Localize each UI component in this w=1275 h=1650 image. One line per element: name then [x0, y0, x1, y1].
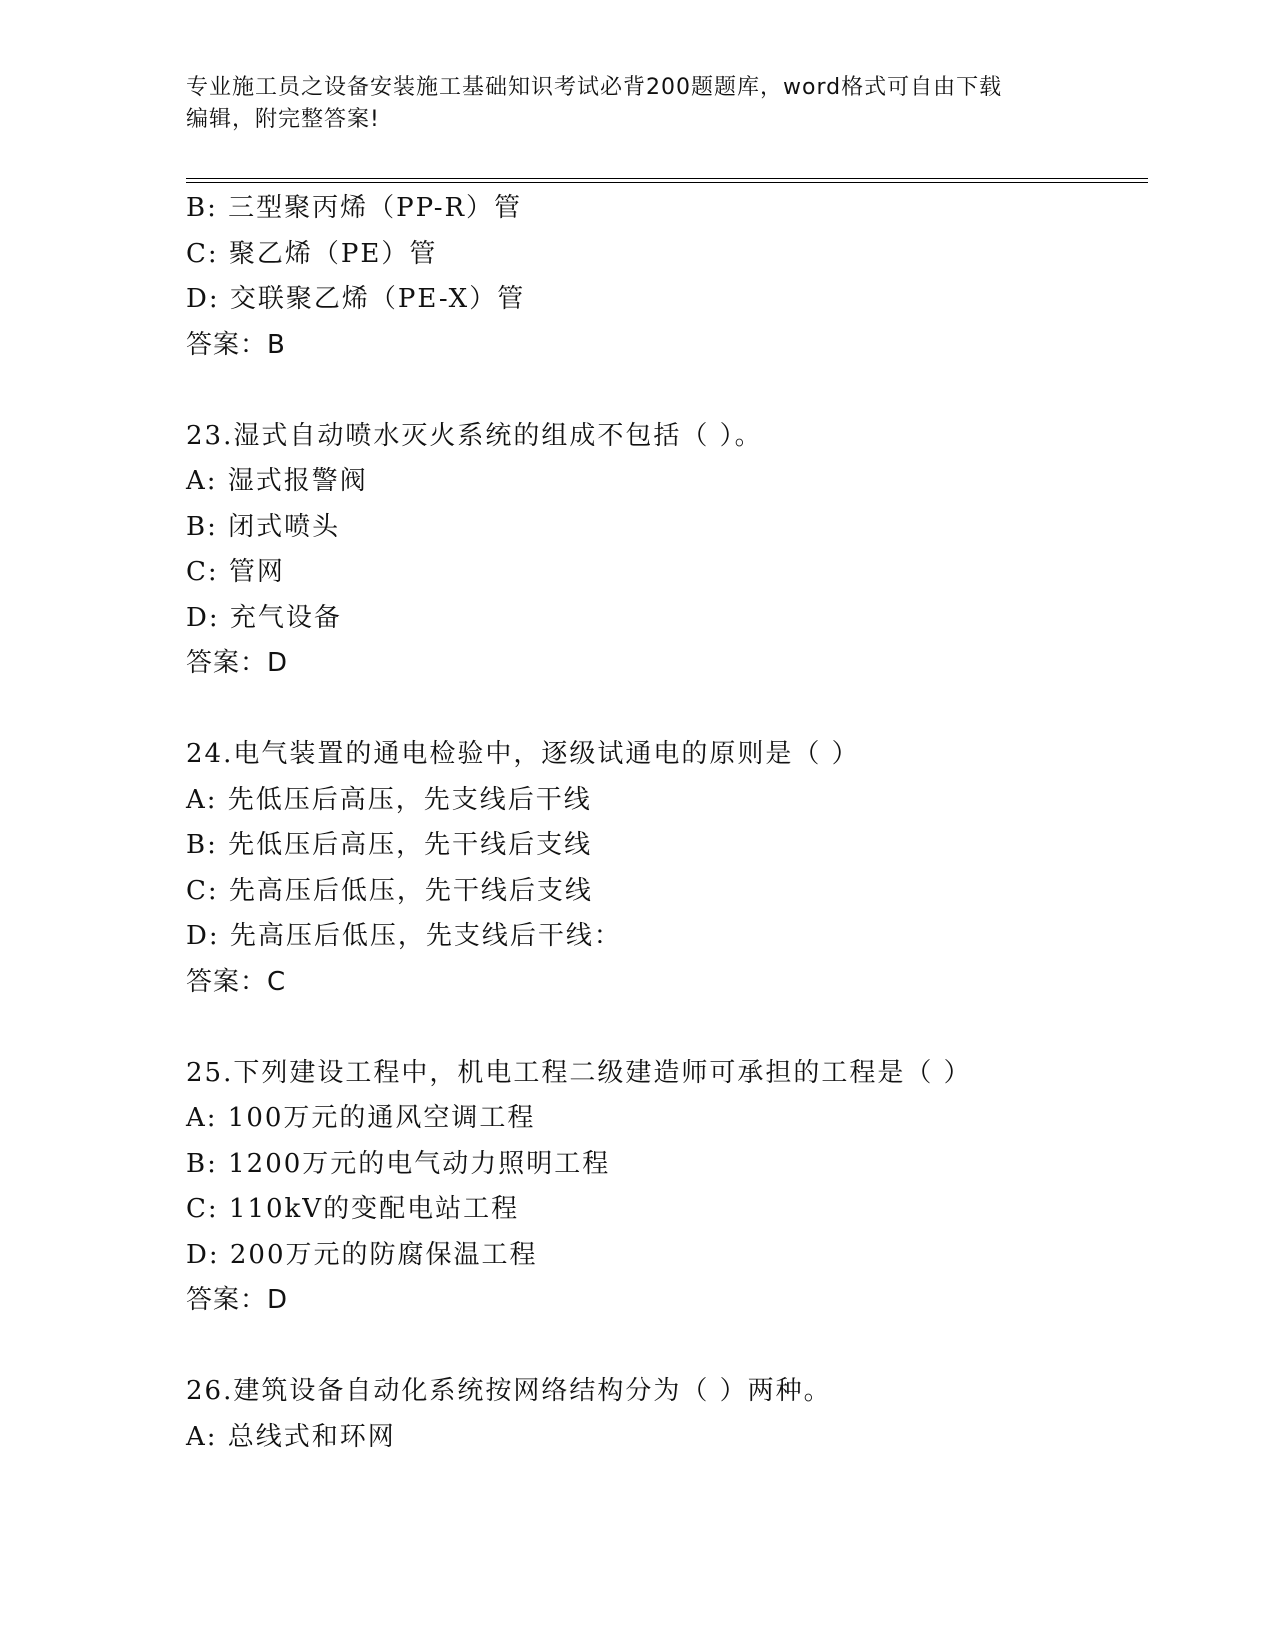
question-text: 25.下列建设工程中，机电工程二级建造师可承担的工程是（ ） [186, 1057, 972, 1088]
option-a: A: 先低压后高压，先支线后干线 [186, 784, 592, 815]
header-divider-bottom [186, 182, 1148, 183]
option-a: A: 总线式和环网 [186, 1421, 396, 1452]
option-b: B: 闭式喷头 [186, 511, 341, 542]
answer-line: 答案：C [186, 966, 287, 997]
question-list [186, 186, 1146, 1460]
option-c: C: 管网 [186, 557, 285, 587]
option-d: D: 充气设备 [186, 602, 342, 633]
option-c: C: 聚乙烯（PE）管 [186, 238, 438, 269]
spacer [186, 687, 1146, 733]
option-b: B: 先低压后高压，先干线后支线 [186, 830, 593, 860]
question-text: 23.湿式自动喷水灭火系统的组成不包括（ ）。 [186, 420, 763, 451]
option-b: B: 三型聚丙烯（PP-R）管 [186, 193, 523, 223]
answer-line: 答案：B [186, 329, 286, 360]
question-text: 26.建筑设备自动化系统按网络结构分为（ ）两种。 [186, 1376, 832, 1406]
option-c: C: 先高压后低压，先干线后支线 [186, 875, 593, 906]
header-line-2: 编辑，附完整答案! [186, 107, 380, 132]
option-a: A: 湿式报警阀 [186, 466, 368, 496]
header-line-1: 专业施工员之设备安装施工基础知识考试必背200题题库，word格式可自由下载 [186, 75, 1003, 100]
question-block-26 [186, 1369, 1146, 1460]
question-block-24 [186, 732, 1146, 1005]
answer-line: 答案：D [186, 1285, 289, 1315]
option-b: B: 1200万元的电气动力照明工程 [186, 1148, 611, 1179]
option-d: D: 先高压后低压，先支线后干线： [186, 921, 622, 951]
header-divider-top [186, 178, 1148, 179]
question-block-22 [186, 186, 1146, 368]
option-d: D: 200万元的防腐保温工程 [186, 1239, 538, 1270]
document-header [186, 72, 1086, 136]
option-a: A: 100万元的通风空调工程 [186, 1103, 536, 1133]
spacer [186, 1324, 1146, 1370]
option-c: C: 110kV的变配电站工程 [186, 1194, 520, 1224]
question-block-25 [186, 1051, 1146, 1324]
answer-line: 答案：D [186, 648, 289, 678]
question-block-23 [186, 414, 1146, 687]
spacer [186, 368, 1146, 414]
spacer [186, 1005, 1146, 1051]
question-text: 24.电气装置的通电检验中，逐级试通电的原则是（ ） [186, 739, 860, 769]
option-d: D: 交联聚乙烯（PE-X）管 [186, 284, 526, 314]
